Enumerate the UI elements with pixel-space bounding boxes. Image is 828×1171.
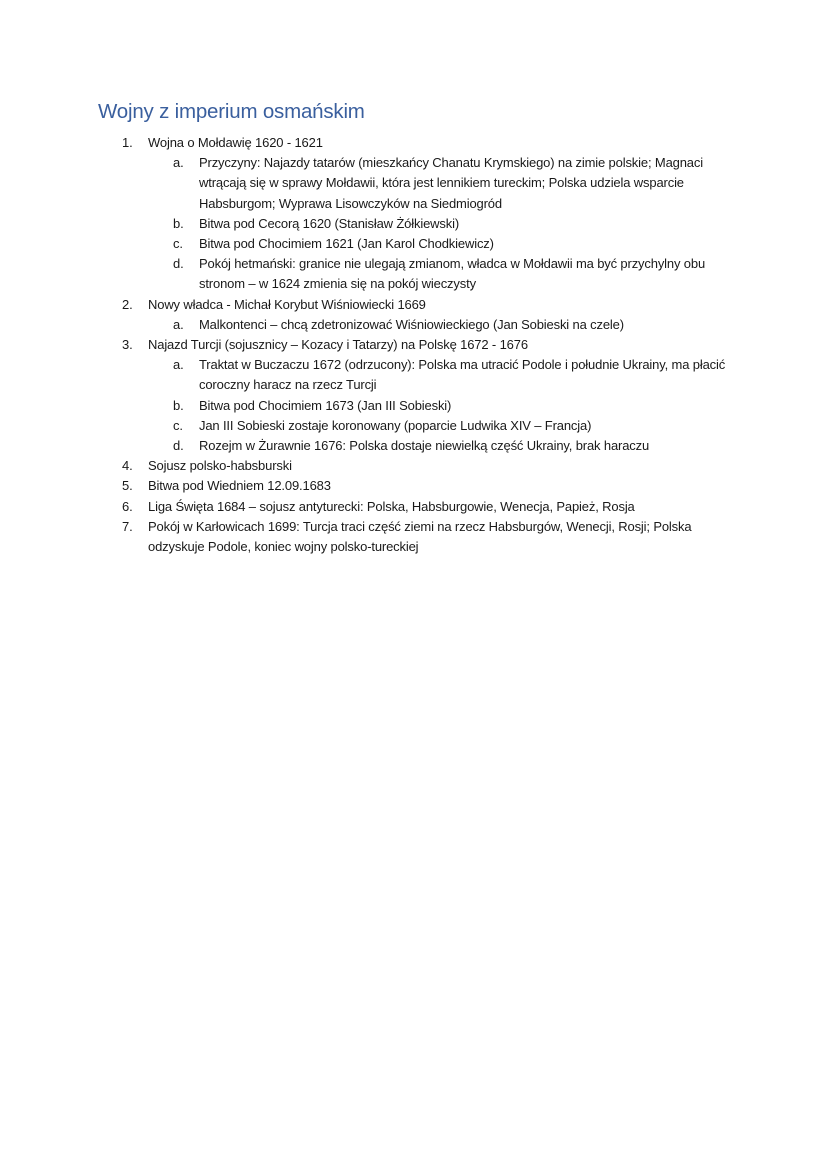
list-item	[0, 476, 738, 496]
sub-list-item-text: Malkontenci – chcą zdetronizować Wiśniowieckiego (Jan Sobieski na czele)	[199, 316, 624, 332]
sub-list-letter: b.	[173, 397, 184, 413]
sub-list-letter: a.	[173, 357, 184, 373]
list-number: 2.	[122, 296, 133, 312]
list-item-text: Najazd Turcji (sojusznicy – Kozacy i Tatarzy) na Polskę 1672 - 1676	[148, 337, 528, 353]
list-item	[0, 133, 738, 153]
list-number: 1.	[122, 135, 133, 150]
list-number: 5.	[122, 478, 133, 494]
sub-list-item-text: Rozejm w Żurawnie 1676: Polska dostaje niewielką część Ukrainy, brak haraczu	[199, 438, 650, 454]
sub-list-letter: d.	[173, 438, 184, 454]
list-number: 7.	[122, 518, 133, 534]
list-item	[0, 295, 738, 315]
sub-list-item	[0, 214, 739, 234]
document-title: Wojny z imperium osmańskim	[98, 100, 365, 123]
list-item-text: Bitwa pod Wiedniem 12.09.1683	[148, 478, 331, 494]
list-number: 6.	[122, 498, 133, 514]
list-item-text: Wojna o Mołdawię 1620 - 1621	[148, 135, 323, 150]
sub-list-letter: d.	[173, 256, 184, 272]
list-number: 4.	[122, 458, 133, 474]
sub-list-letter: b.	[173, 215, 184, 231]
sub-list-item-text: Bitwa pod Chocimiem 1621 (Jan Karol Chodkiewicz)	[199, 236, 494, 252]
sub-list-item	[0, 234, 739, 254]
list-number: 3.	[122, 337, 133, 353]
sub-list-item-text: Jan III Sobieski zostaje koronowany (poparcie Ludwika XIV – Francja)	[199, 417, 592, 433]
sub-list-item-text: Przyczyny: Najazdy tatarów (mieszkańcy Chanatu Krymskiego) na zimie polskie; Magnaci wtrącają się w sprawy Mołdawii, która jest lennikiem tureckim; Polska udziela wsparcie Habsburgom; Wyprawa Lisowczyków na Siedmiogród	[199, 155, 703, 211]
sub-list-item-text: Pokój hetmański: granice nie ulegają zmianom, władca w Mołdawii ma być przychylny obu stronom – w 1624 zmienia się na pokój wieczysty	[199, 256, 706, 292]
sub-list-item-text: Bitwa pod Cecorą 1620 (Stanisław Żółkiewski)	[199, 215, 460, 231]
sub-list-item	[0, 153, 739, 214]
list-item-text: Sojusz polsko-habsburski	[148, 458, 292, 474]
list-item	[0, 497, 738, 517]
sub-list-item	[0, 254, 739, 294]
sub-list-item-text: Bitwa pod Chocimiem 1673 (Jan III Sobieski)	[199, 397, 452, 413]
list-item-text: Liga Święta 1684 – sojusz antyturecki: Polska, Habsburgowie, Wenecja, Papież, Rosja	[148, 498, 635, 514]
sub-list-letter: c.	[173, 417, 183, 433]
list-item-text: Pokój w Karłowicach 1699: Turcja traci część ziemi na rzecz Habsburgów, Wenecji, Rosji; Polska odzyskuje Podole, koniec wojny polsko-tureckiej	[148, 518, 692, 555]
list-item	[0, 517, 738, 557]
sub-list-item	[0, 355, 739, 395]
sub-list-item	[0, 396, 739, 416]
sub-list-item-text: Traktat w Buczaczu 1672 (odrzucony): Polska ma utracić Podole i południe Ukrainy, ma płacić coroczny haracz na rzecz Turcji	[199, 357, 726, 393]
sub-list-letter: a.	[173, 316, 184, 332]
list-item	[0, 456, 738, 476]
numbered-list	[0, 133, 828, 557]
sub-list-item	[0, 315, 739, 335]
sub-list-letter: a.	[173, 155, 184, 171]
sub-list-item	[0, 416, 739, 436]
sub-list-letter: c.	[173, 236, 183, 252]
sub-list-item	[0, 436, 739, 456]
list-item-text: Nowy władca - Michał Korybut Wiśniowiecki 1669	[148, 296, 426, 312]
list-item	[0, 335, 738, 355]
